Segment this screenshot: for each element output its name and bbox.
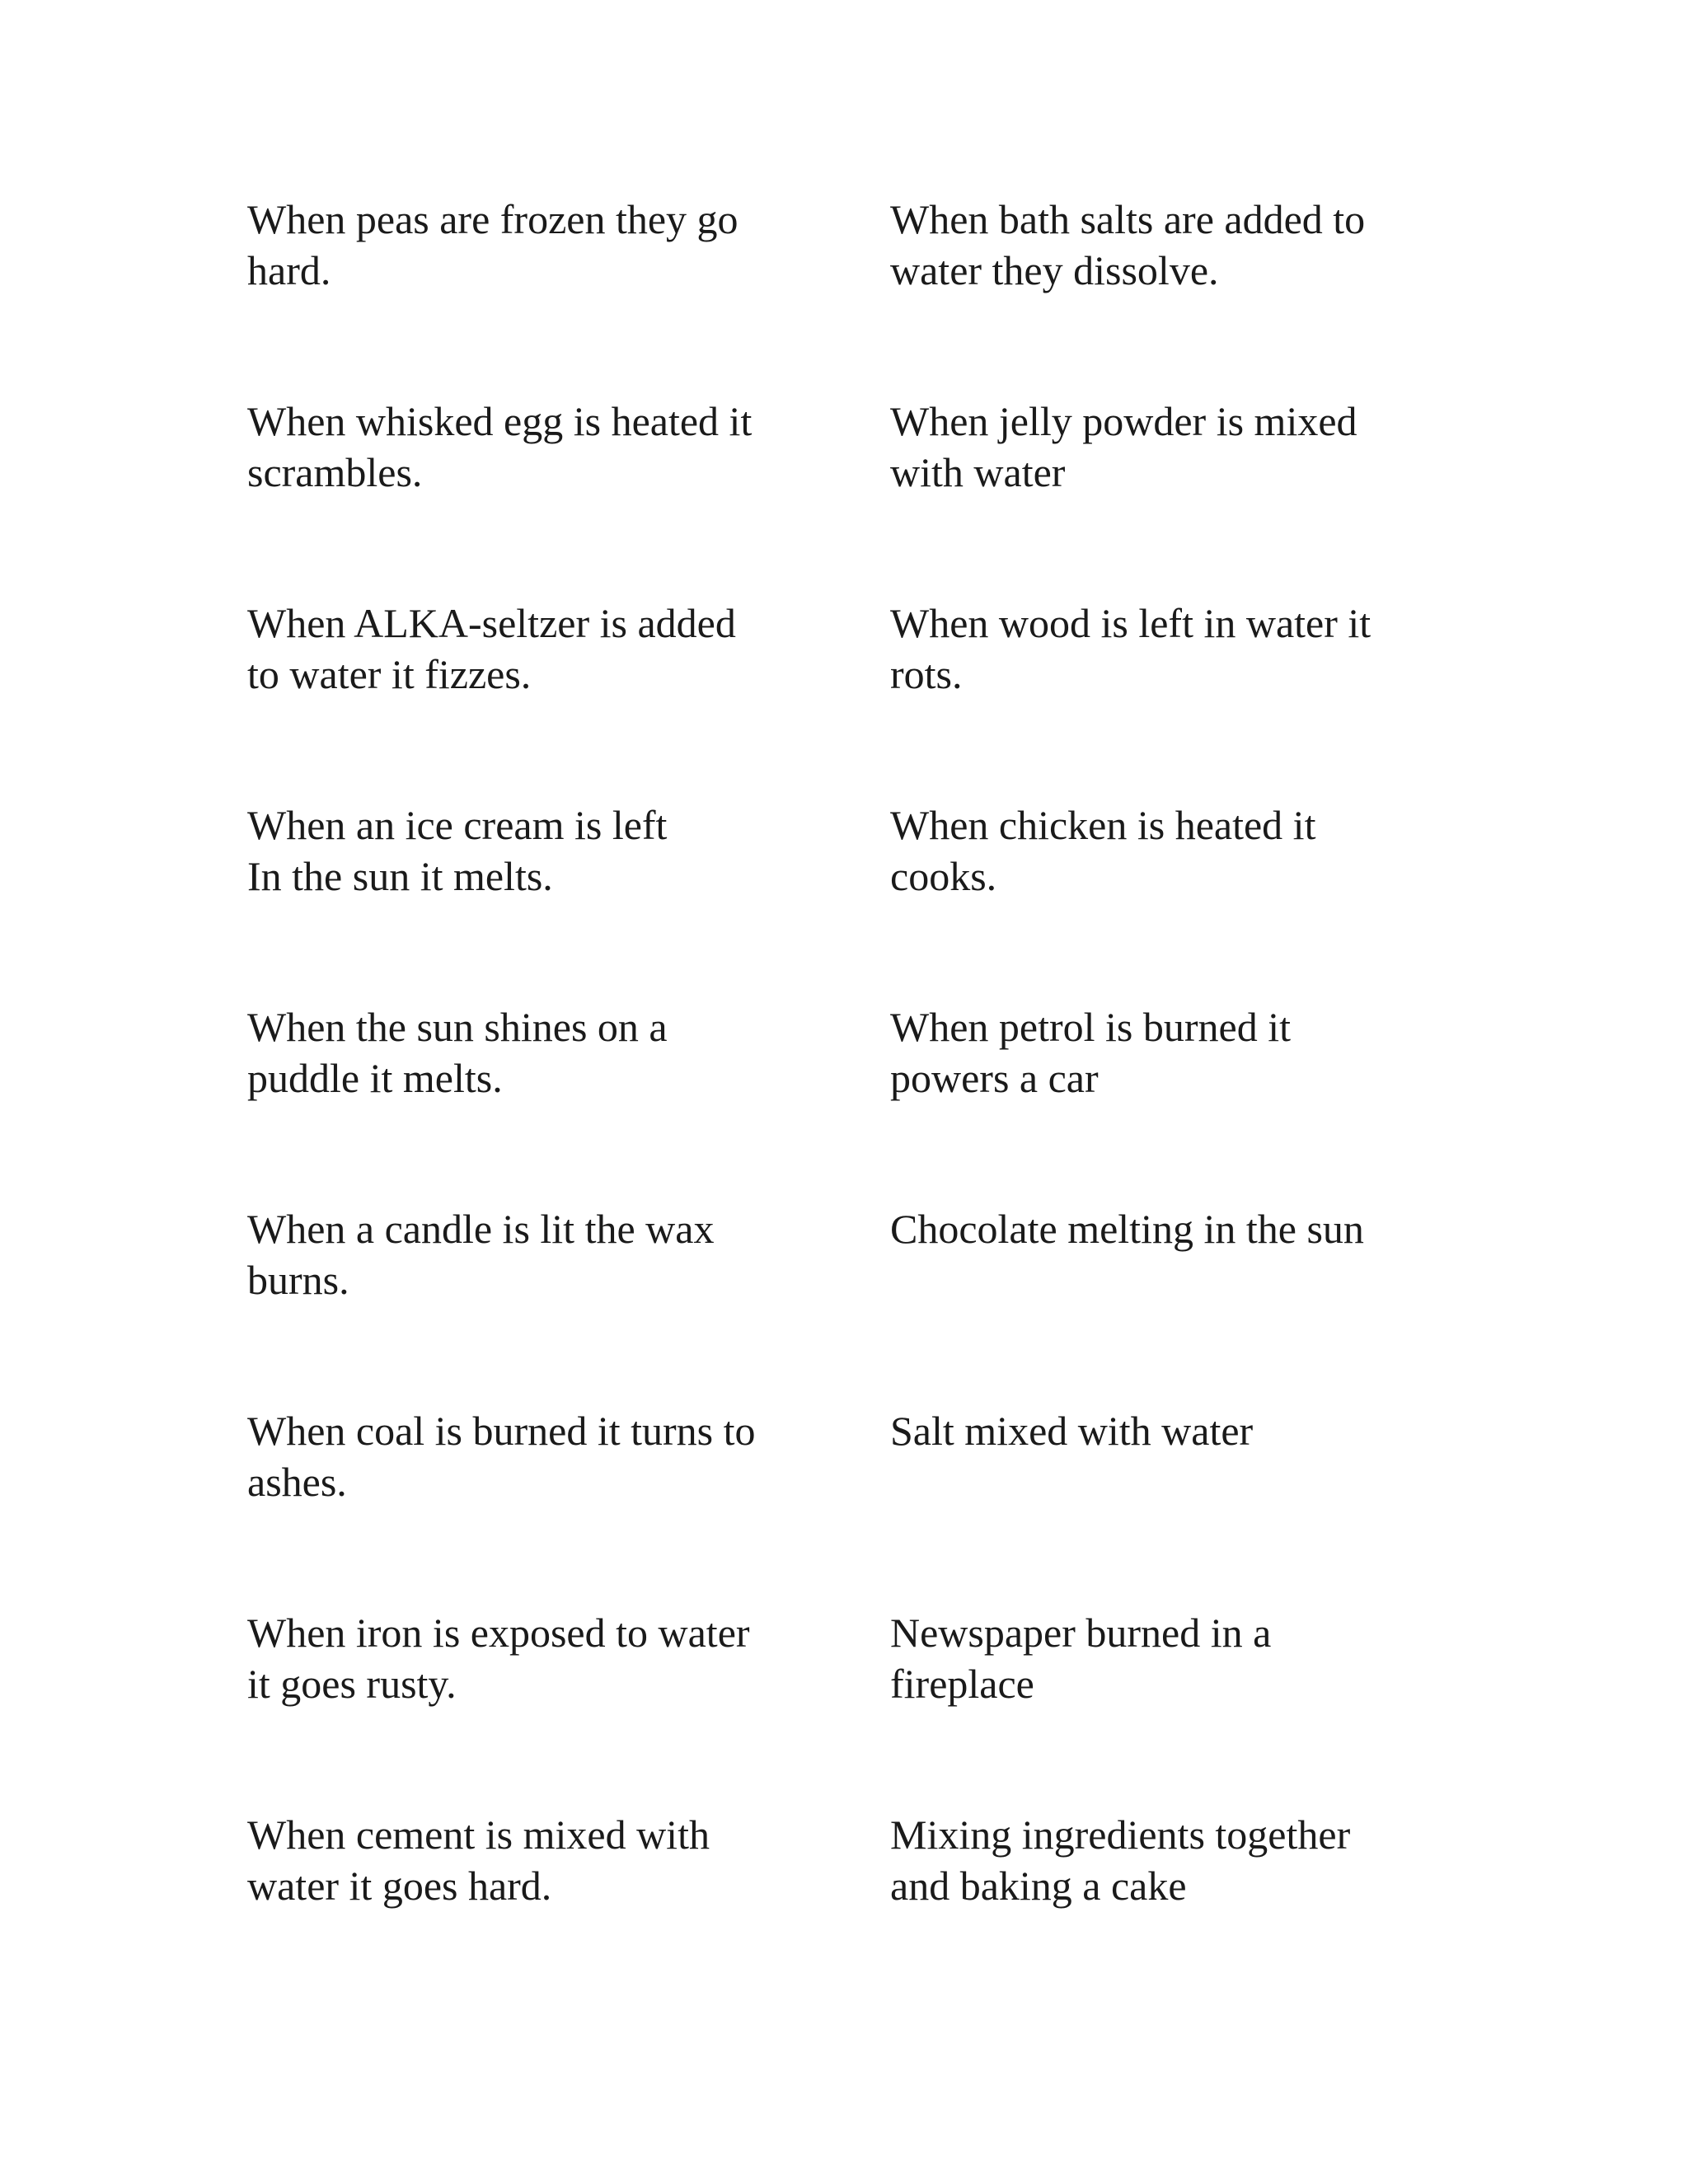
statement-card: [890, 1001, 1451, 1203]
statement-line: scrambles.: [247, 449, 423, 495]
statement-line: puddle it melts.: [247, 1055, 503, 1101]
statement-line: rots.: [890, 651, 963, 697]
statement-line: to water it fizzes.: [247, 651, 532, 697]
statement-card: [247, 194, 890, 396]
statement-line: Mixing ingredients together: [890, 1811, 1351, 1858]
statement-card: [890, 799, 1451, 1001]
statement-card: [247, 598, 890, 799]
statement-line: When jelly powder is mixed: [890, 398, 1357, 444]
statement-line: Chocolate melting in the sun: [890, 1206, 1364, 1252]
statement-card: [890, 1203, 1451, 1405]
statement-line: When a candle is lit the wax: [247, 1206, 715, 1252]
statement-line: When the sun shines on a: [247, 1004, 668, 1050]
statement-card: [247, 1405, 890, 1607]
statement-line: When bath salts are added to: [890, 196, 1366, 242]
statement-line: When petrol is burned it: [890, 1004, 1291, 1050]
statement-line: When coal is burned it turns to: [247, 1408, 756, 1454]
statement-line: ashes.: [247, 1459, 347, 1505]
statement-card: [247, 1001, 890, 1203]
statement-card: [890, 194, 1451, 396]
statement-card: [247, 799, 890, 1001]
statement-line: Newspaper burned in a: [890, 1610, 1272, 1656]
statement-line: water it goes hard.: [247, 1863, 552, 1909]
statement-line: When an ice cream is left: [247, 802, 668, 848]
statement-card: [890, 1607, 1451, 1809]
statement-line: it goes rusty.: [247, 1661, 457, 1707]
statement-line: In the sun it melts.: [247, 853, 553, 899]
statement-line: fireplace: [890, 1661, 1034, 1707]
statement-line: hard.: [247, 247, 331, 293]
statement-card: [247, 1809, 890, 2011]
statement-line: When cement is mixed with: [247, 1811, 710, 1858]
statement-line: When whisked egg is heated it: [247, 398, 753, 444]
statement-card: [890, 1405, 1451, 1607]
statement-line: with water: [890, 449, 1066, 495]
statement-line: cooks.: [890, 853, 997, 899]
statement-line: When ALKA-seltzer is added: [247, 600, 736, 646]
statement-line: When wood is left in water it: [890, 600, 1372, 646]
statement-card: [247, 396, 890, 598]
statement-line: powers a car: [890, 1055, 1099, 1101]
statement-line: When iron is exposed to water: [247, 1610, 750, 1656]
statement-card: [247, 1607, 890, 1809]
statement-line: water they dissolve.: [890, 247, 1219, 293]
statement-card-grid: [247, 194, 1451, 2011]
statement-line: When chicken is heated it: [890, 802, 1316, 848]
statement-card: [247, 1203, 890, 1405]
statement-line: and baking a cake: [890, 1863, 1187, 1909]
statement-card: [890, 1809, 1451, 2011]
statement-card: [890, 598, 1451, 799]
statement-card: [890, 396, 1451, 598]
statement-line: burns.: [247, 1257, 349, 1303]
statement-line: When peas are frozen they go: [247, 196, 738, 242]
statement-line: Salt mixed with water: [890, 1408, 1254, 1454]
